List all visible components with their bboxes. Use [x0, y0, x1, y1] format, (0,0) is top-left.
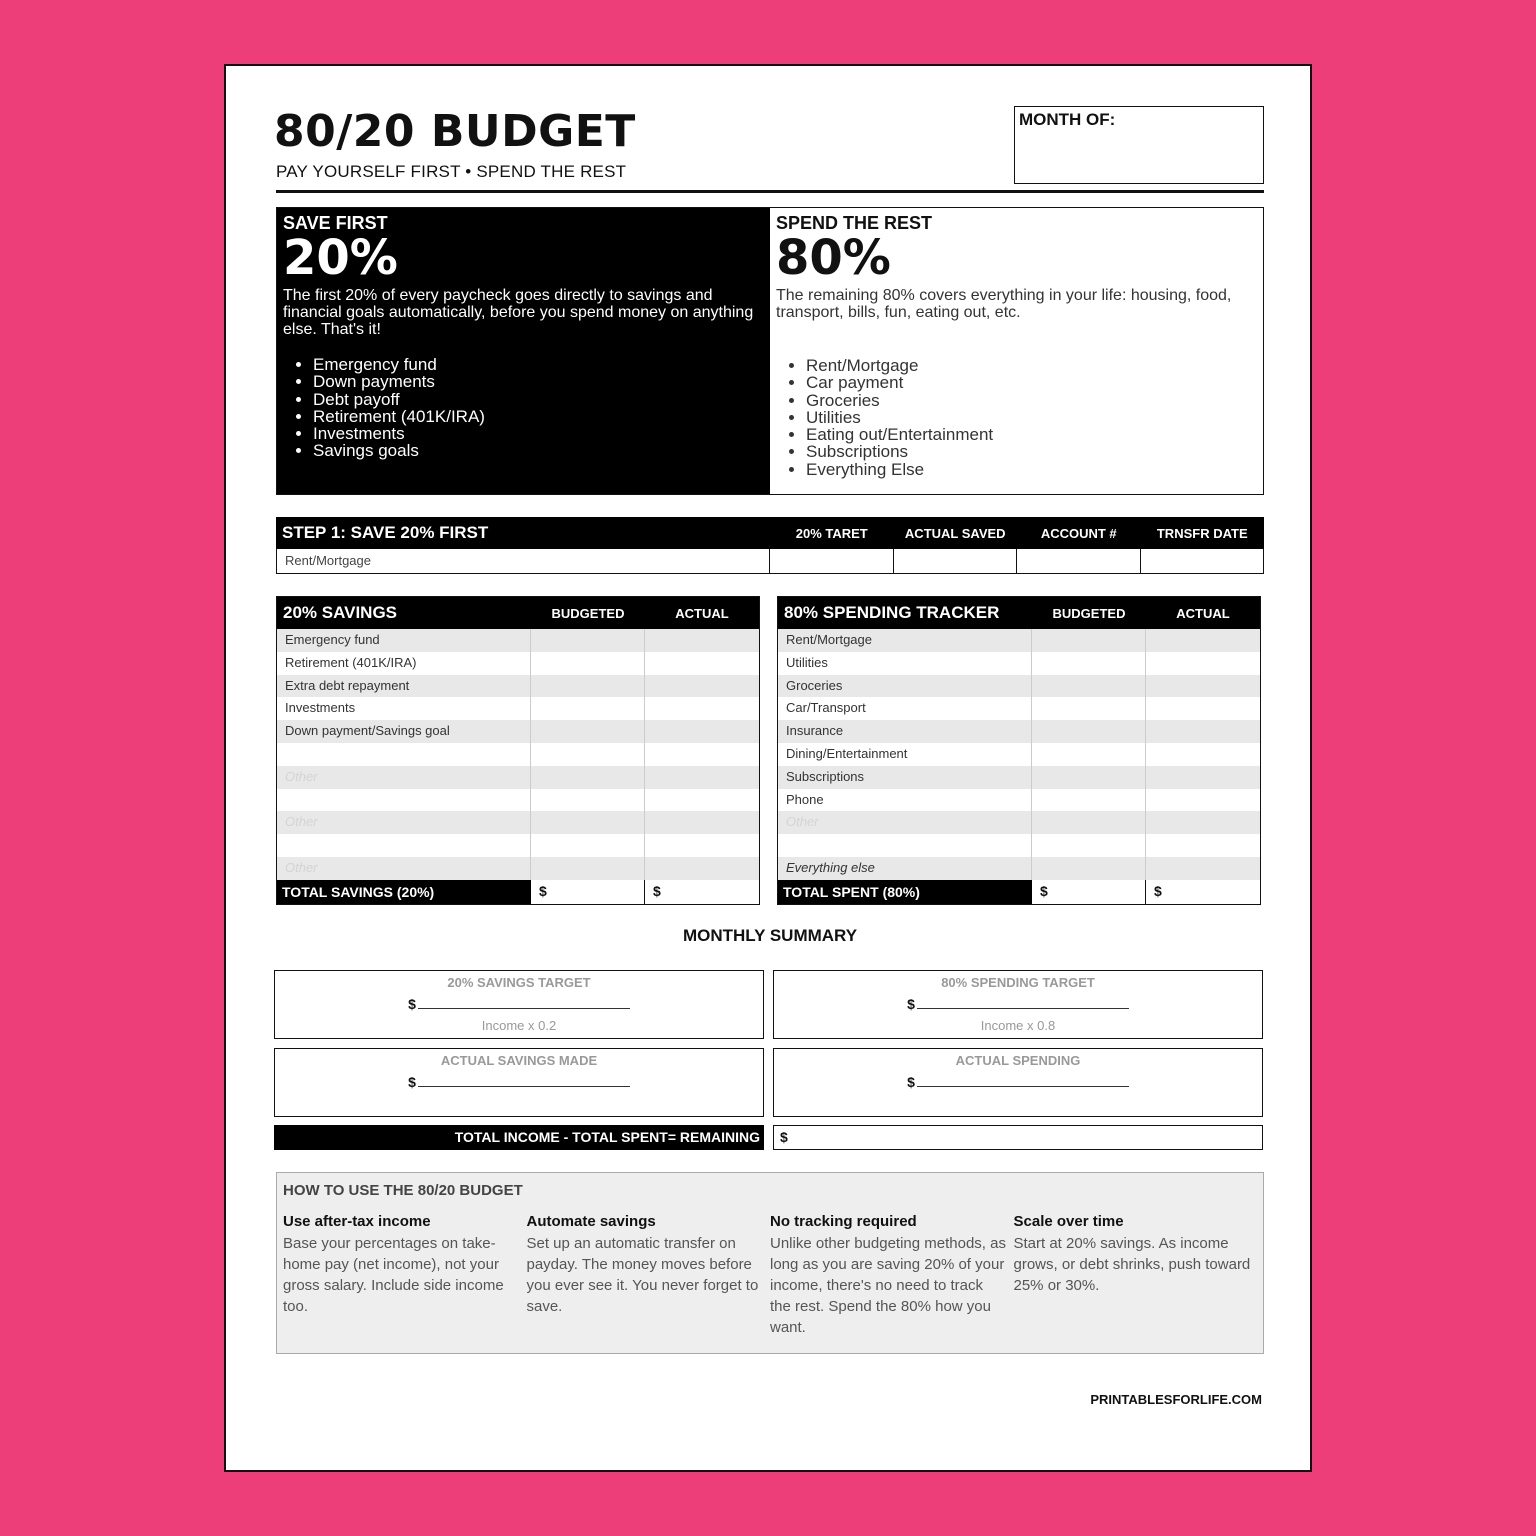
row-label: Retirement (401K/IRA): [277, 652, 531, 675]
spending-total-budgeted[interactable]: [1032, 880, 1146, 904]
table-row: [277, 789, 759, 812]
actual-cell[interactable]: [1146, 720, 1260, 743]
budgeted-cell[interactable]: [531, 652, 645, 675]
actual-savings-box[interactable]: [274, 1048, 764, 1117]
budget-sheet: [224, 64, 1312, 1472]
actual-cell[interactable]: [1146, 629, 1260, 652]
howto-title: HOW TO USE THE 80/20 BUDGET: [283, 1182, 523, 1199]
step1-col-target: 20% TARET: [795, 525, 868, 541]
actual-cell[interactable]: [645, 766, 759, 789]
savings-rows: [277, 629, 759, 880]
howto-column-title: No tracking required: [770, 1213, 917, 1230]
save-first-description: The first 20% of every paycheck goes directly to savings and financial goals automatically, before you spend money on anything else. That's it!: [283, 287, 754, 338]
remaining-field[interactable]: [773, 1125, 1263, 1150]
fill-line: [917, 997, 1129, 1009]
month-field[interactable]: [1014, 106, 1264, 184]
currency-symbol: $: [408, 996, 416, 1012]
actual-cell[interactable]: [1146, 697, 1260, 720]
table-row: [277, 675, 759, 698]
budgeted-cell[interactable]: [531, 789, 645, 812]
howto-section: [276, 1172, 1264, 1354]
howto-column: [1014, 1213, 1258, 1338]
spending-rows: [778, 629, 1260, 880]
row-label-placeholder[interactable]: Other: [778, 811, 1032, 834]
budgeted-cell[interactable]: [531, 811, 645, 834]
step1-title: STEP 1: SAVE 20% FIRST: [282, 523, 489, 542]
table-row: [277, 629, 759, 652]
budgeted-cell[interactable]: [1032, 697, 1146, 720]
budgeted-cell[interactable]: [531, 766, 645, 789]
actual-cell[interactable]: [1146, 811, 1260, 834]
row-label: Extra debt repayment: [277, 675, 531, 698]
budgeted-cell[interactable]: [531, 720, 645, 743]
budgeted-cell[interactable]: [1032, 629, 1146, 652]
step1-actual-cell[interactable]: [894, 549, 1018, 573]
table-row: [277, 652, 759, 675]
currency-symbol: $: [907, 996, 915, 1012]
list-item: • Savings goals: [313, 442, 764, 459]
actual-spending-value[interactable]: [774, 1074, 1262, 1090]
spending-total-row: [778, 880, 1260, 904]
budgeted-cell[interactable]: [531, 675, 645, 698]
actual-cell[interactable]: [1146, 834, 1260, 857]
budgeted-cell[interactable]: [1032, 720, 1146, 743]
currency-symbol: $: [408, 1074, 416, 1090]
step1-table: [276, 517, 1264, 574]
howto-column-title: Use after-tax income: [283, 1213, 431, 1230]
row-label-placeholder[interactable]: Other: [277, 857, 531, 880]
row-label: Groceries: [778, 675, 1032, 698]
fill-line: [418, 997, 630, 1009]
howto-column-text: Unlike other budgeting methods, as long as you are saving 20% of your income, there's no need to track the rest. Spend the 80% how you want.: [770, 1235, 1006, 1336]
row-label: Subscriptions: [778, 766, 1032, 789]
table-row: [778, 652, 1260, 675]
row-label: Emergency fund: [277, 629, 531, 652]
spending-total-label: TOTAL SPENT (80%): [778, 880, 1032, 904]
savings-total-actual[interactable]: [645, 880, 759, 904]
budgeted-cell[interactable]: [1032, 652, 1146, 675]
table-row: [778, 857, 1260, 880]
actual-cell[interactable]: [1146, 857, 1260, 880]
intro-panels: [276, 207, 1264, 495]
savings-total-label: TOTAL SAVINGS (20%): [277, 880, 531, 904]
row-label[interactable]: [277, 834, 531, 857]
spending-tracker: [777, 596, 1261, 905]
actual-cell[interactable]: [645, 675, 759, 698]
budgeted-cell[interactable]: [1032, 743, 1146, 766]
budgeted-cell[interactable]: [1032, 766, 1146, 789]
savings-target-hint: Income x 0.2: [481, 1018, 557, 1033]
howto-column-title: Automate savings: [526, 1213, 656, 1230]
table-row: [277, 743, 759, 766]
table-row: [778, 789, 1260, 812]
howto-column-text: Start at 20% savings. As income grows, or debt shrinks, push toward 25% or 30%.: [1013, 1235, 1251, 1294]
savings-target-box[interactable]: [274, 970, 764, 1039]
spend-rest-percent: 80%: [776, 230, 891, 286]
currency-symbol: $: [1040, 882, 1048, 899]
row-label-placeholder[interactable]: Other: [277, 766, 531, 789]
save-first-title: SAVE FIRST: [283, 213, 388, 233]
budgeted-cell[interactable]: [1032, 789, 1146, 812]
spending-target-value[interactable]: [774, 996, 1262, 1012]
table-row: [277, 811, 759, 834]
actual-cell[interactable]: [645, 834, 759, 857]
currency-symbol: $: [539, 882, 547, 899]
savings-col-budgeted: BUDGETED: [551, 605, 625, 621]
row-label: Car/Transport: [778, 697, 1032, 720]
row-label: Insurance: [778, 720, 1032, 743]
spending-tracker-title: 80% SPENDING TRACKER: [784, 603, 1000, 622]
spending-tracker-header: [778, 597, 1260, 629]
savings-tracker-header: [277, 597, 759, 629]
table-row: [778, 834, 1260, 857]
currency-symbol: $: [780, 1129, 788, 1145]
list-item: • Car payment: [806, 374, 1257, 391]
spending-target-hint: Income x 0.8: [980, 1018, 1056, 1033]
actual-cell[interactable]: [645, 697, 759, 720]
step1-date-cell[interactable]: [1141, 549, 1264, 573]
actual-cell[interactable]: [1146, 675, 1260, 698]
list-item: • Subscriptions: [806, 443, 1257, 460]
budgeted-cell[interactable]: [531, 857, 645, 880]
table-row: [277, 766, 759, 789]
howto-column-title: Scale over time: [1013, 1213, 1124, 1230]
step1-col-account: ACCOUNT #: [1040, 525, 1117, 541]
actual-cell[interactable]: [1146, 789, 1260, 812]
budgeted-cell[interactable]: [1032, 811, 1146, 834]
spend-rest-panel: [770, 208, 1263, 494]
list-item: • Rent/Mortgage: [806, 357, 1257, 374]
row-label[interactable]: [277, 743, 531, 766]
save-first-percent: 20%: [283, 230, 398, 286]
actual-cell[interactable]: [1146, 652, 1260, 675]
table-row: [778, 675, 1260, 698]
actual-cell[interactable]: [645, 811, 759, 834]
actual-cell[interactable]: [1146, 766, 1260, 789]
row-label[interactable]: [778, 834, 1032, 857]
budgeted-cell[interactable]: [531, 743, 645, 766]
table-row: [778, 811, 1260, 834]
savings-tracker: [276, 596, 760, 905]
fill-line: [917, 1075, 1129, 1087]
table-row: [778, 629, 1260, 652]
savings-target-label: 20% SAVINGS TARGET: [447, 975, 591, 990]
list-item: • Down payments: [313, 373, 764, 390]
list-item: • Groceries: [806, 392, 1257, 409]
page-title: 80/20 BUDGET: [274, 106, 636, 157]
howto-column: [527, 1213, 771, 1338]
save-first-list: [313, 356, 764, 460]
savings-total-budgeted[interactable]: [531, 880, 645, 904]
spending-target-label: 80% SPENDING TARGET: [941, 975, 1095, 990]
howto-columns: [283, 1213, 1257, 1338]
spending-col-actual: ACTUAL: [1176, 605, 1230, 621]
spending-target-box[interactable]: [773, 970, 1263, 1039]
remaining-label: TOTAL INCOME - TOTAL SPENT= REMAINING: [274, 1125, 764, 1150]
table-row: [277, 857, 759, 880]
table-row: [277, 720, 759, 743]
step1-row-label: Rent/Mortgage: [277, 549, 770, 573]
monthly-summary-title: MONTHLY SUMMARY: [682, 926, 858, 945]
list-item: • Investments: [313, 425, 764, 442]
howto-column-text: Base your percentages on take-home pay (net income), not your gross salary. Include side income too.: [283, 1235, 504, 1315]
month-label: MONTH OF:: [1019, 110, 1116, 129]
table-row: [277, 834, 759, 857]
actual-cell[interactable]: [645, 857, 759, 880]
savings-tracker-title: 20% SAVINGS: [283, 603, 398, 622]
table-row: [276, 549, 1264, 574]
savings-col-actual: ACTUAL: [675, 605, 729, 621]
currency-symbol: $: [653, 882, 661, 899]
budgeted-cell[interactable]: [1032, 834, 1146, 857]
actual-cell[interactable]: [645, 652, 759, 675]
footer-site: PRINTABLESFORLIFE.COM: [1090, 1392, 1262, 1407]
list-item: • Retirement (401K/IRA): [313, 408, 764, 425]
budgeted-cell[interactable]: [1032, 675, 1146, 698]
spend-rest-description: The remaining 80% covers everything in your life: housing, food, transport, bills, fun, eating out, etc.: [776, 287, 1232, 321]
row-label: Dining/Entertainment: [778, 743, 1032, 766]
list-item: • Debt payoff: [313, 391, 764, 408]
row-label: Everything else: [778, 857, 1032, 880]
savings-total-row: [277, 880, 759, 904]
list-item: • Emergency fund: [313, 356, 764, 373]
list-item: • Eating out/Entertainment: [806, 426, 1257, 443]
currency-symbol: $: [1154, 882, 1162, 899]
row-label[interactable]: [277, 789, 531, 812]
budgeted-cell[interactable]: [531, 697, 645, 720]
table-row: [778, 697, 1260, 720]
actual-cell[interactable]: [645, 629, 759, 652]
table-row: [778, 766, 1260, 789]
spend-rest-list: [806, 357, 1257, 478]
step1-target-cell[interactable]: [770, 549, 894, 573]
budgeted-cell[interactable]: [531, 629, 645, 652]
budgeted-cell[interactable]: [1032, 857, 1146, 880]
howto-column-text: Set up an automatic transfer on payday. The money moves before you ever see it. You never forget to save.: [526, 1235, 759, 1315]
actual-cell[interactable]: [1146, 743, 1260, 766]
list-item: • Utilities: [806, 409, 1257, 426]
actual-cell[interactable]: [645, 720, 759, 743]
budgeted-cell[interactable]: [531, 834, 645, 857]
row-label: Down payment/Savings goal: [277, 720, 531, 743]
actual-spending-label: ACTUAL SPENDING: [955, 1053, 1081, 1068]
actual-savings-label: ACTUAL SAVINGS MADE: [440, 1053, 598, 1068]
howto-column: [770, 1213, 1014, 1338]
table-row: [277, 697, 759, 720]
savings-target-value[interactable]: [275, 996, 763, 1012]
actual-spending-box[interactable]: [773, 1048, 1263, 1117]
step1-col-actual: ACTUAL SAVED: [904, 525, 1006, 541]
actual-savings-value[interactable]: [275, 1074, 763, 1090]
spending-col-budgeted: BUDGETED: [1052, 605, 1126, 621]
row-label-placeholder[interactable]: Other: [277, 811, 531, 834]
step1-account-cell[interactable]: [1017, 549, 1141, 573]
save-first-panel: [277, 208, 770, 494]
currency-symbol: $: [907, 1074, 915, 1090]
fill-line: [418, 1075, 630, 1087]
table-row: [778, 720, 1260, 743]
step1-header: [276, 517, 1264, 549]
row-label: Phone: [778, 789, 1032, 812]
header-divider: [276, 190, 1264, 193]
page-subtitle: PAY YOURSELF FIRST • SPEND THE REST: [276, 162, 627, 181]
row-label: Rent/Mortgage: [778, 629, 1032, 652]
spend-rest-title: SPEND THE REST: [776, 213, 933, 233]
row-label: Utilities: [778, 652, 1032, 675]
row-label: Investments: [277, 697, 531, 720]
table-row: [778, 743, 1260, 766]
actual-cell[interactable]: [645, 743, 759, 766]
howto-column: [283, 1213, 527, 1338]
spending-total-actual[interactable]: [1146, 880, 1260, 904]
step1-col-date: TRNSFR DATE: [1156, 525, 1248, 541]
list-item: • Everything Else: [806, 461, 1257, 478]
actual-cell[interactable]: [645, 789, 759, 812]
